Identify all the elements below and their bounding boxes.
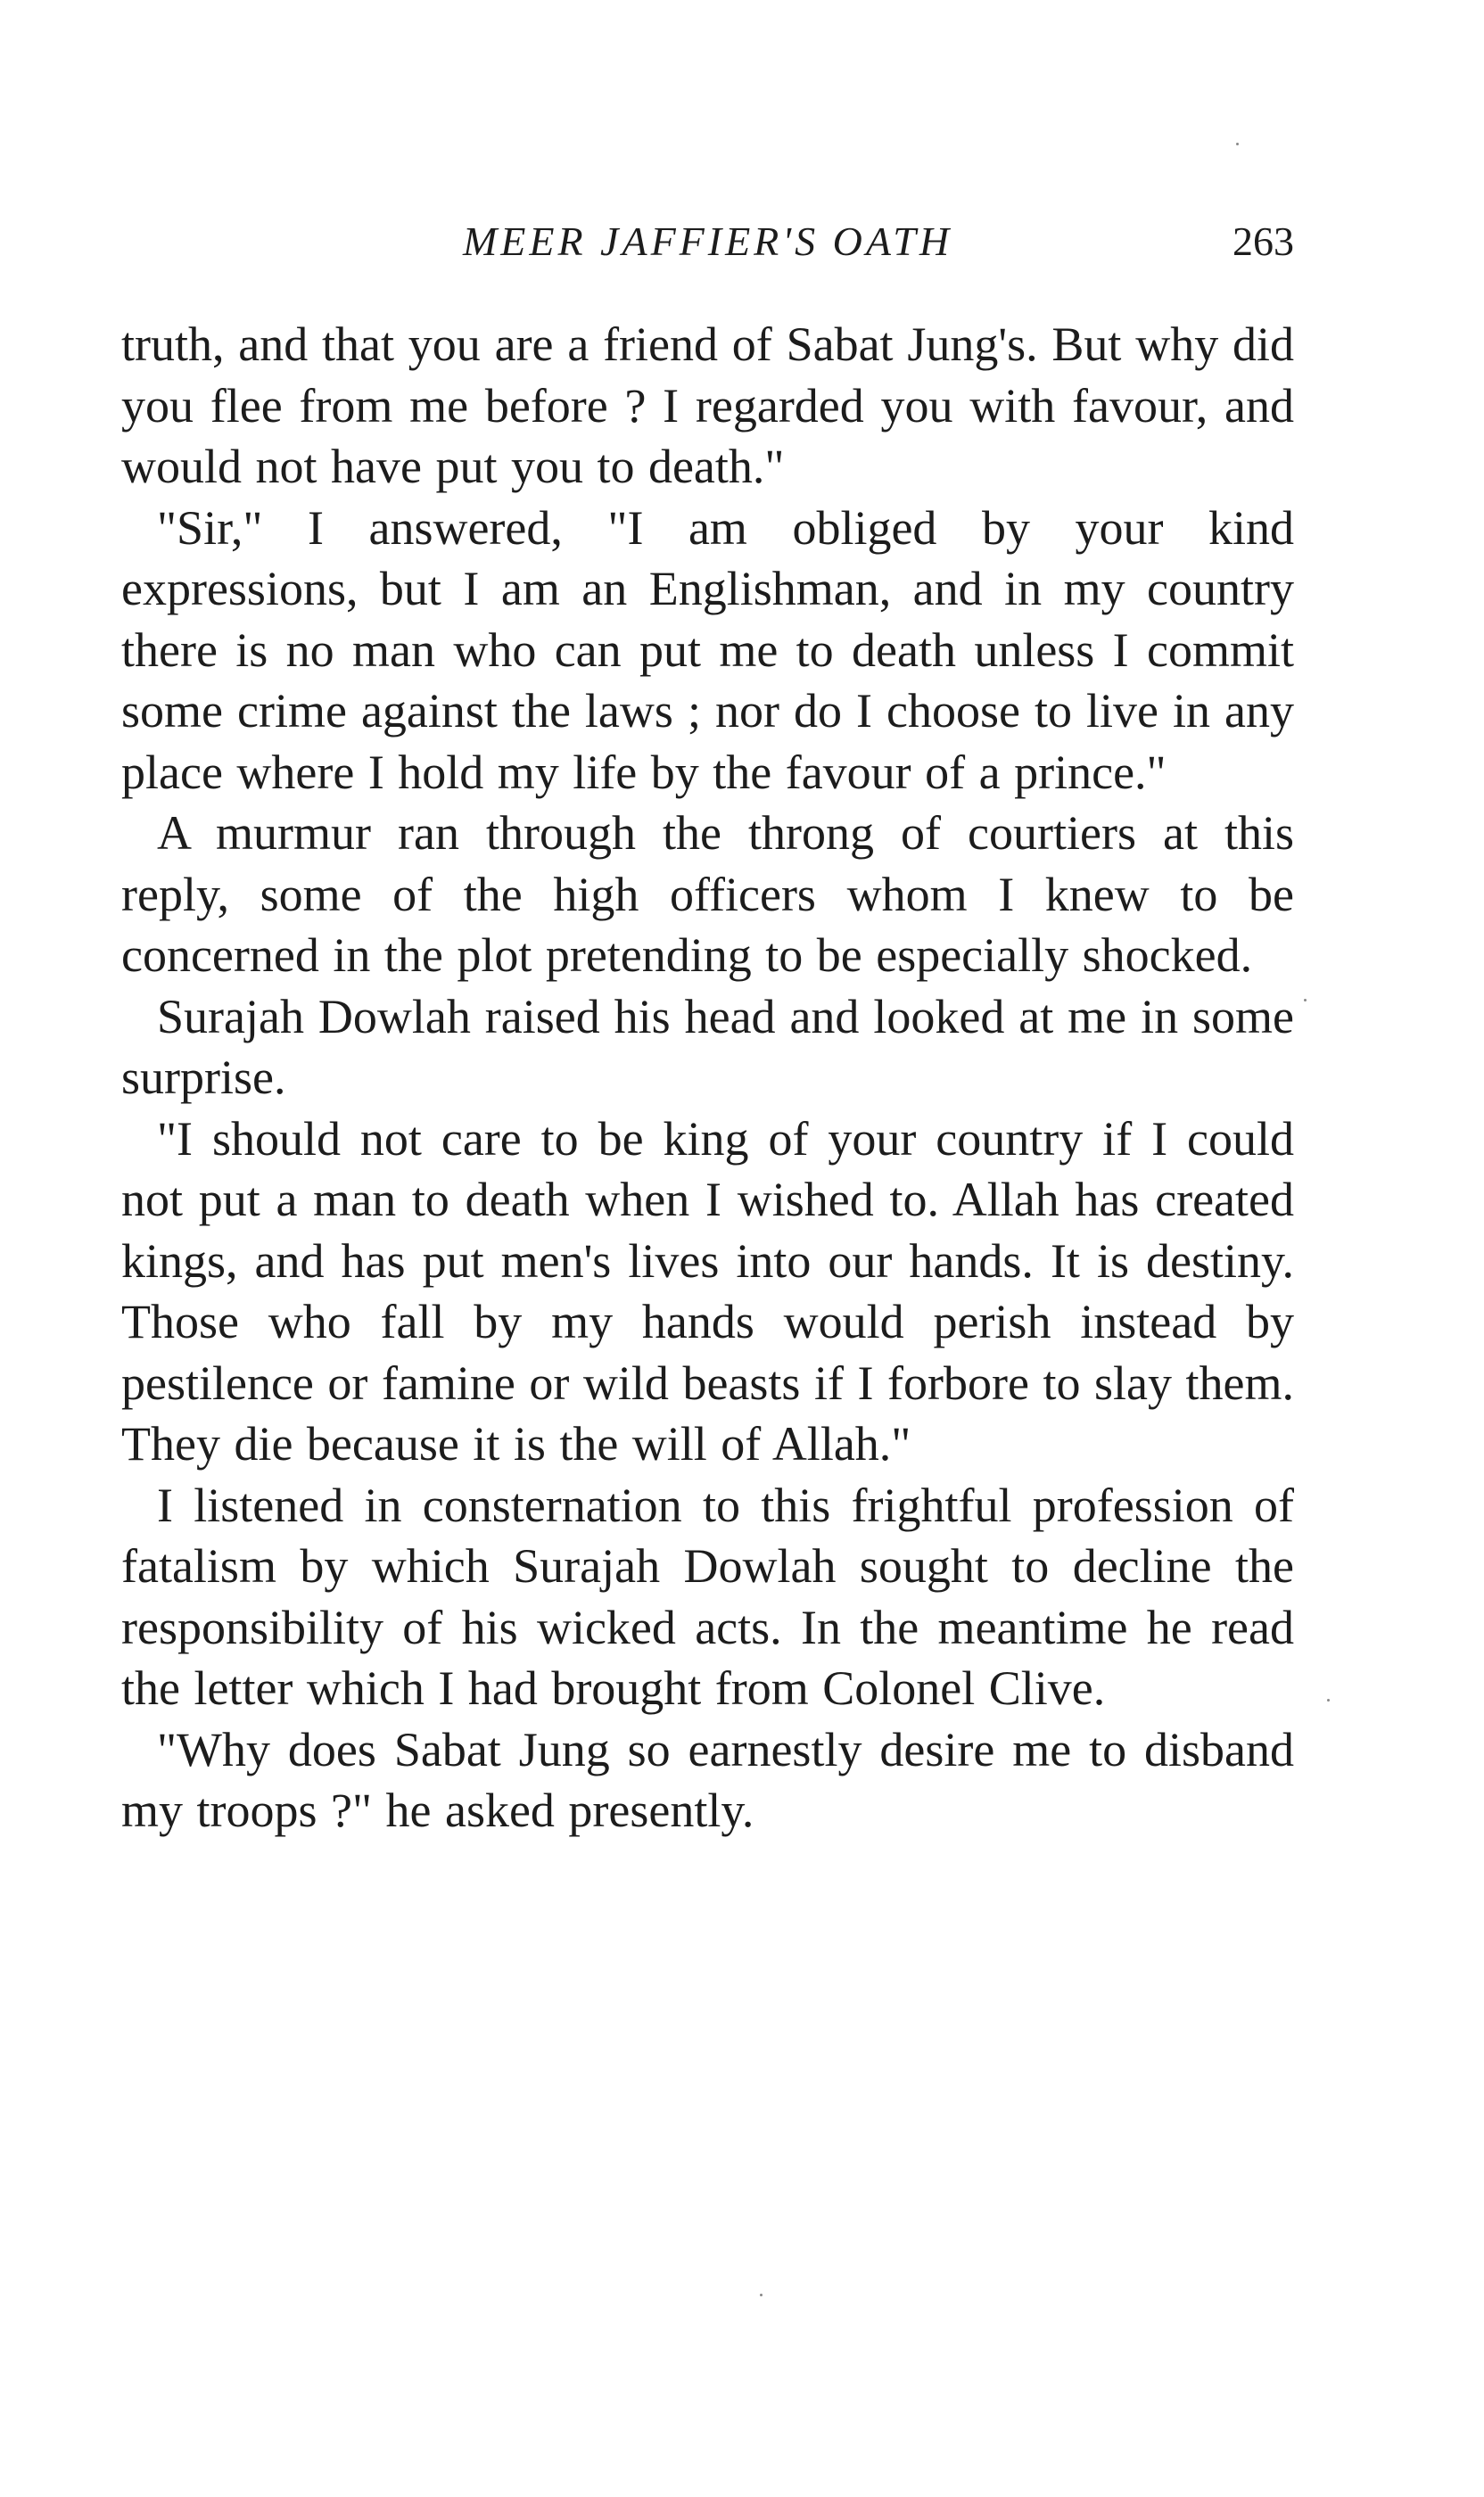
print-speck	[1327, 1699, 1330, 1702]
running-head	[121, 210, 1294, 273]
paragraph-5: "I should not care to be king of your country if I could not put a man to death when I wished to. Allah has created kings, and has put men's lives into our hands. It is destiny. Those who fall by my hands would perish instead by pestilence or famine or wild beasts if I forbore to slay them. They die because it is the will of Allah."	[121, 1111, 1294, 1471]
paragraph-4: Surajah Dowlah raised his head and looked at me in some surprise.	[121, 989, 1294, 1104]
print-speck	[1236, 143, 1239, 145]
paragraph-3: A murmur ran through the throng of courtiers at this reply, some of the high officers whom I knew to be concerned in the plot pretending to be especially shocked.	[121, 806, 1294, 982]
body-text	[121, 314, 1294, 1842]
running-title: MEER JAFFIER'S OATH	[462, 218, 953, 264]
paragraph-2: "Sir," I answered, "I am obliged by your kind expressions, but I am an Englishman, and in my country there is no man who can put me to death unless I commit some crime against the laws ; nor do I choose to live in any place where I hold my life by the favour of a prince."	[121, 500, 1294, 799]
paragraph-6: I listened in consternation to this frightful profession of fatalism by which Surajah Dowlah sought to decline the responsibility of his wicked acts. In the meantime he read the letter which I had brought from Colonel Clive.	[121, 1478, 1294, 1715]
print-speck	[1304, 999, 1307, 1001]
page-number: 263	[1233, 218, 1294, 264]
print-speck	[760, 2294, 763, 2296]
paragraph-7: "Why does Sabat Jung so earnestly desire me to disband my troops ?" he asked presently.	[121, 1722, 1294, 1837]
paragraph-1: truth, and that you are a friend of Sabat Jung's. But why did you flee from me before ? I regarded you with favour, and would not have put you to death."	[121, 317, 1294, 493]
